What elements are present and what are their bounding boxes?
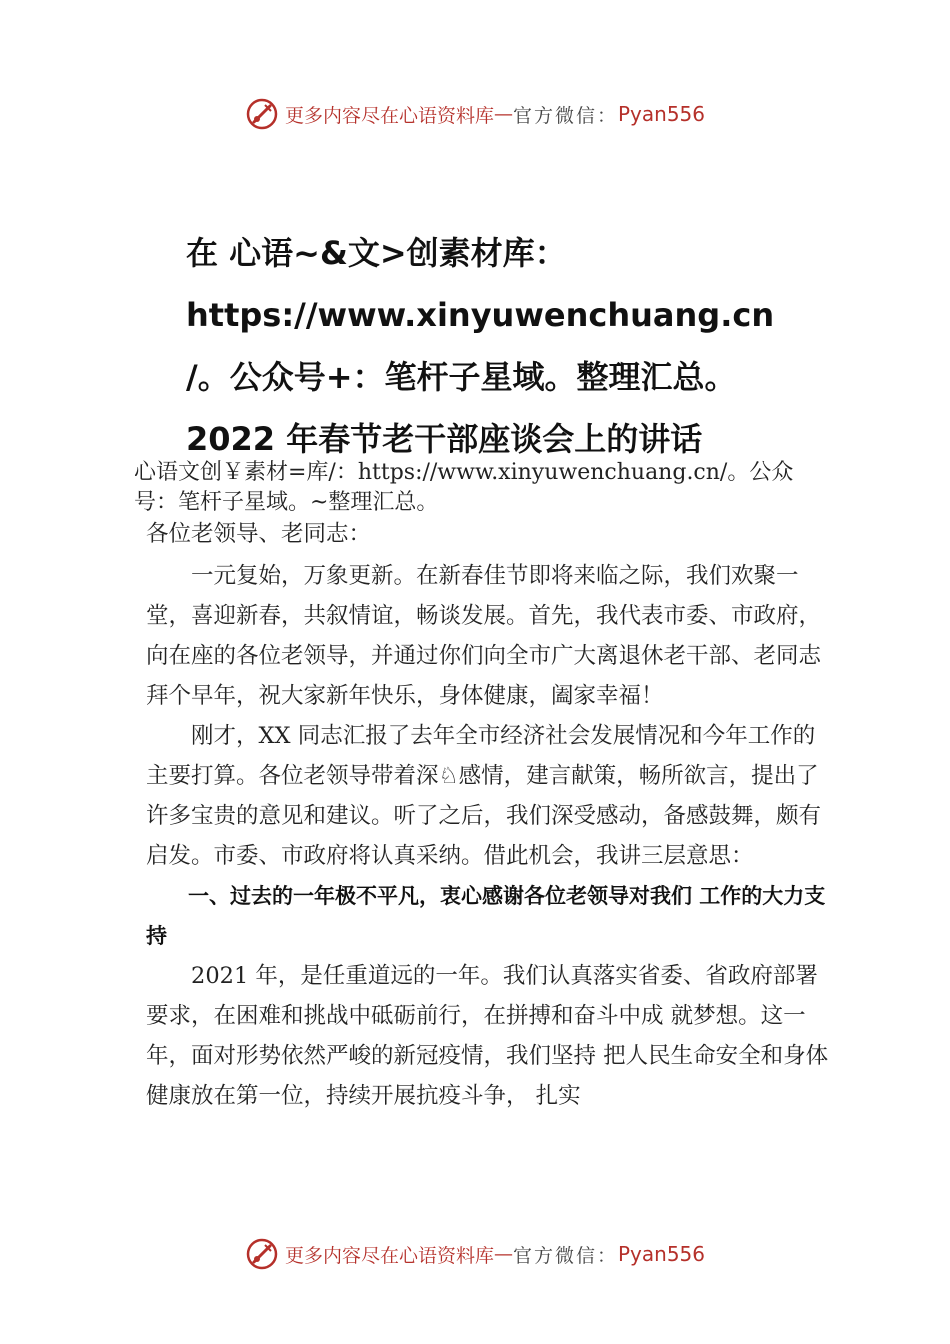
banner-wechat-id: Pyan556 bbox=[618, 102, 706, 126]
speech-body bbox=[146, 514, 834, 1116]
pen-logo-icon bbox=[245, 97, 279, 131]
banner-wechat-label: 官方微信： bbox=[512, 104, 618, 127]
banner-wechat-label: 官方微信： bbox=[512, 1244, 618, 1267]
paragraph-3: 2021 年，是任重道远的一年。我们认真落实省委、省政府部署要求，在困难和挑战中砥砺前行，在拼搏和奋斗中成 就梦想。这一年，面对形势依然严峻的新冠疫情，我们坚持 把人民生命安全和身体健康放在第一位，持续开展抗疫斗争， 扎实 bbox=[146, 963, 829, 1109]
banner-wechat-id: Pyan556 bbox=[618, 1242, 706, 1266]
paragraph-1: 一元复始，万象更新。在新春佳节即将来临之际，我们欢聚一堂，喜迎新春，共叙情谊，畅谈发展。首先，我代表市委、市政府，向在座的各位老领导，并通过你们向全市广大离退休老干部、老同志拜个早年，祝大家新年快乐，身体健康，阖家幸福！ bbox=[146, 563, 822, 709]
greeting: 各位老领导、老同志： bbox=[146, 521, 372, 547]
title-line-4: 2022 年春节老干部座谈会上的讲话 bbox=[186, 420, 703, 458]
banner-separator: — bbox=[493, 103, 513, 125]
title-line-1: 在 心语~&文>创素材库： bbox=[186, 234, 567, 272]
banner-separator: — bbox=[493, 1243, 513, 1265]
title-line-3: /。公众号+：笔杆子星域。整理汇总。 bbox=[186, 358, 737, 396]
banner-brand-text: 更多内容尽在心语资料库 bbox=[284, 1244, 494, 1267]
banner-brand-text: 更多内容尽在心语资料库 bbox=[284, 104, 494, 127]
section-heading-1: 一、过去的一年极不平凡，衷心感谢各位老领导对我们 工作的大力支持 bbox=[146, 884, 826, 948]
pen-logo-icon bbox=[245, 1237, 279, 1271]
top-banner bbox=[0, 94, 950, 134]
paragraph-2: 刚才，XX 同志汇报了去年全市经济社会发展情况和今年工作的主要打算。各位老领导带着深♘感情，建言献策，畅所欲言，提出了许多宝贵的意见和建议。听了之后，我们深受感动，备感鼓舞，颇有启发。市委、市政府将认真采纳。借此机会，我讲三层意思： bbox=[146, 723, 822, 869]
document-title bbox=[186, 222, 846, 470]
source-note: 心语文创￥素材=库/：https://www.xinyuwenchuang.cn/。公众号：笔杆子星域。~整理汇总。 bbox=[134, 460, 794, 515]
title-line-2: https://www.xinyuwenchuang.cn bbox=[186, 296, 775, 334]
bottom-banner bbox=[0, 1234, 950, 1274]
